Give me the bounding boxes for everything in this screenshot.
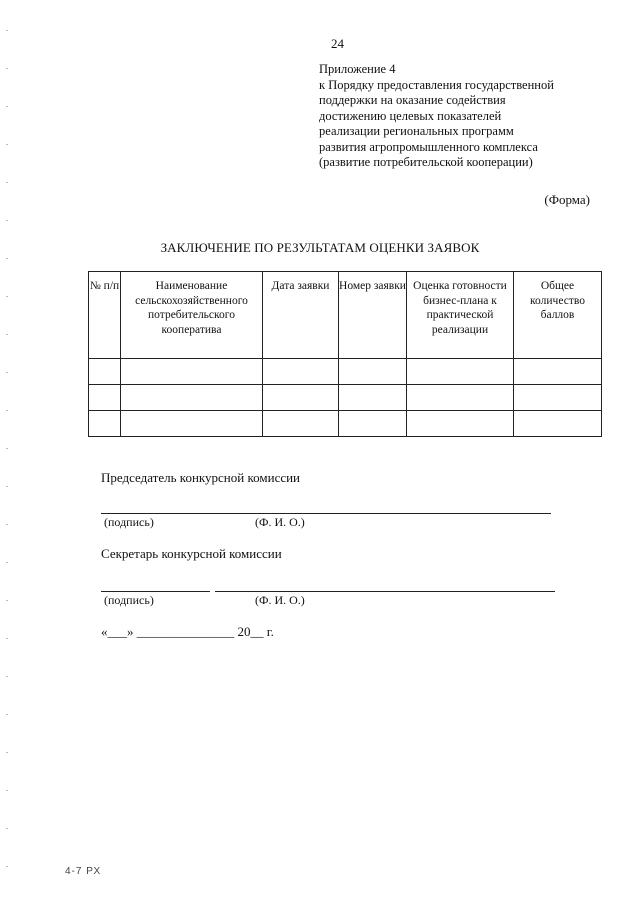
table-cell <box>514 411 602 437</box>
table-cell <box>407 411 514 437</box>
chairman-signature-caption: (подпись) <box>104 515 154 529</box>
footer-code: 4-7 РХ <box>65 866 102 877</box>
table-cell <box>263 359 339 385</box>
table-cell <box>121 359 263 385</box>
header-application-date: Дата заявки <box>263 272 339 359</box>
chairman-signature-line <box>101 513 551 514</box>
appendix-line: поддержки на оказание содействия <box>319 93 506 107</box>
secretary-signature-caption: (подпись) <box>104 593 154 607</box>
table-row <box>89 385 602 411</box>
header-business-plan-score: Оценка готовности бизнес-плана к практической реализации <box>407 272 514 359</box>
scan-margin-dots <box>6 30 8 870</box>
table-cell <box>407 359 514 385</box>
table-cell <box>121 411 263 437</box>
table-cell <box>339 411 407 437</box>
appendix-line: достижению целевых показателей <box>319 108 502 123</box>
table-cell <box>514 359 602 385</box>
appendix-line: к Порядку предоставления государственной <box>319 77 554 92</box>
secretary-signature-line <box>101 591 210 592</box>
appendix-line: реализации региональных программ <box>319 124 514 138</box>
secretary-name-line <box>215 591 555 592</box>
table-cell <box>339 359 407 385</box>
table-row <box>89 359 602 385</box>
date-line: «___» _______________ 20__ г. <box>101 624 274 639</box>
table-cell <box>263 411 339 437</box>
table-cell <box>339 385 407 411</box>
table-cell <box>89 411 121 437</box>
header-cooperative-name: Наименование сельскохозяйственного потребительского кооператива <box>121 272 263 359</box>
appendix-line: развития агропромышленного комплекса <box>319 139 538 154</box>
results-table <box>88 271 602 437</box>
table-cell <box>407 385 514 411</box>
table-header-row <box>89 272 602 359</box>
appendix-line: (развитие потребительской кооперации) <box>319 155 533 169</box>
table-cell <box>121 385 263 411</box>
secretary-label: Секретарь конкурсной комиссии <box>101 546 282 561</box>
appendix-line: Приложение 4 <box>319 62 396 76</box>
table-cell <box>514 385 602 411</box>
table-cell <box>263 385 339 411</box>
chairman-label: Председатель конкурсной комиссии <box>101 470 301 485</box>
header-number: № п/п <box>89 272 121 359</box>
form-label: (Форма) <box>544 192 590 207</box>
page-number: 24 <box>331 36 344 51</box>
table-cell <box>89 385 121 411</box>
secretary-name-caption: (Ф. И. О.) <box>255 593 305 607</box>
chairman-name-caption: (Ф. И. О.) <box>255 515 305 529</box>
document-title: ЗАКЛЮЧЕНИЕ ПО РЕЗУЛЬТАТАМ ОЦЕНКИ ЗАЯВОК <box>160 240 480 255</box>
header-application-number: Номер заявки <box>339 272 407 359</box>
appendix-header <box>319 62 619 171</box>
table-row <box>89 411 602 437</box>
table-cell <box>89 359 121 385</box>
header-total-score: Общее количество баллов <box>514 272 602 359</box>
